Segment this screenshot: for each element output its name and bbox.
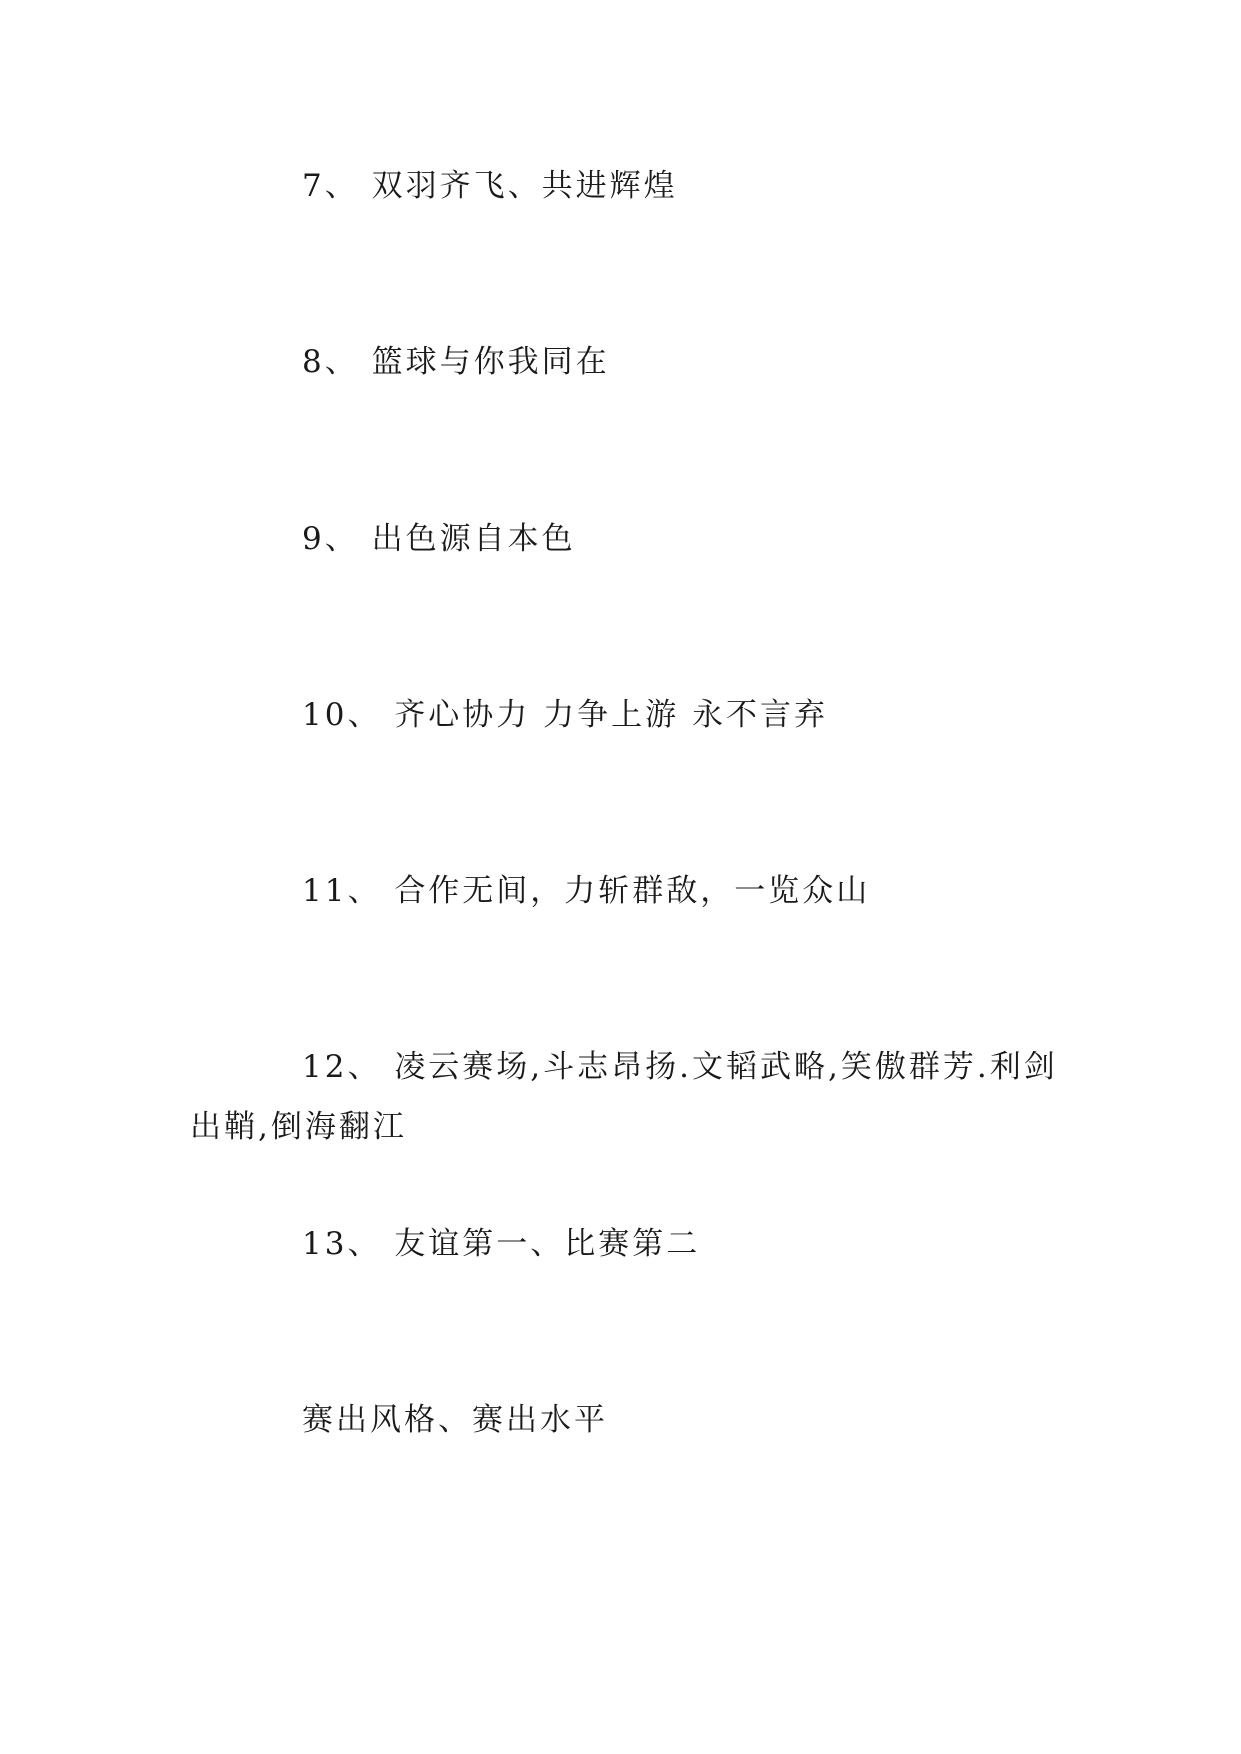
item-text: 双羽齐飞、共进辉煌 (371, 168, 678, 204)
list-item (302, 871, 870, 911)
item-text: 友谊第一、比赛第二 (394, 1226, 701, 1262)
item-number: 12、 (302, 1049, 382, 1085)
list-item (302, 166, 678, 206)
item-text: 齐心协力 力争上游 永不言弃 (394, 697, 829, 733)
list-item (190, 1037, 1070, 1157)
item-number: 7、 (302, 168, 359, 204)
item-number: 11、 (302, 873, 382, 909)
item-text: 凌云赛场,斗志昂扬.文韬武略,笑傲群芳.利剑出鞘,倒海翻江 (190, 1049, 1058, 1145)
item-number: 8、 (302, 344, 359, 380)
list-item (302, 1224, 700, 1264)
tail-line: 赛出风格、赛出水平 (302, 1402, 608, 1438)
item-number: 10、 (302, 697, 382, 733)
item-number: 9、 (302, 521, 359, 557)
item-text: 篮球与你我同在 (371, 344, 610, 380)
list-item (302, 342, 610, 382)
list-item (302, 519, 576, 559)
item-number: 13、 (302, 1226, 382, 1262)
item-text: 出色源自本色 (371, 521, 576, 557)
item-text: 合作无间，力斩群敌，一览众山 (394, 873, 871, 909)
list-item (302, 695, 828, 735)
